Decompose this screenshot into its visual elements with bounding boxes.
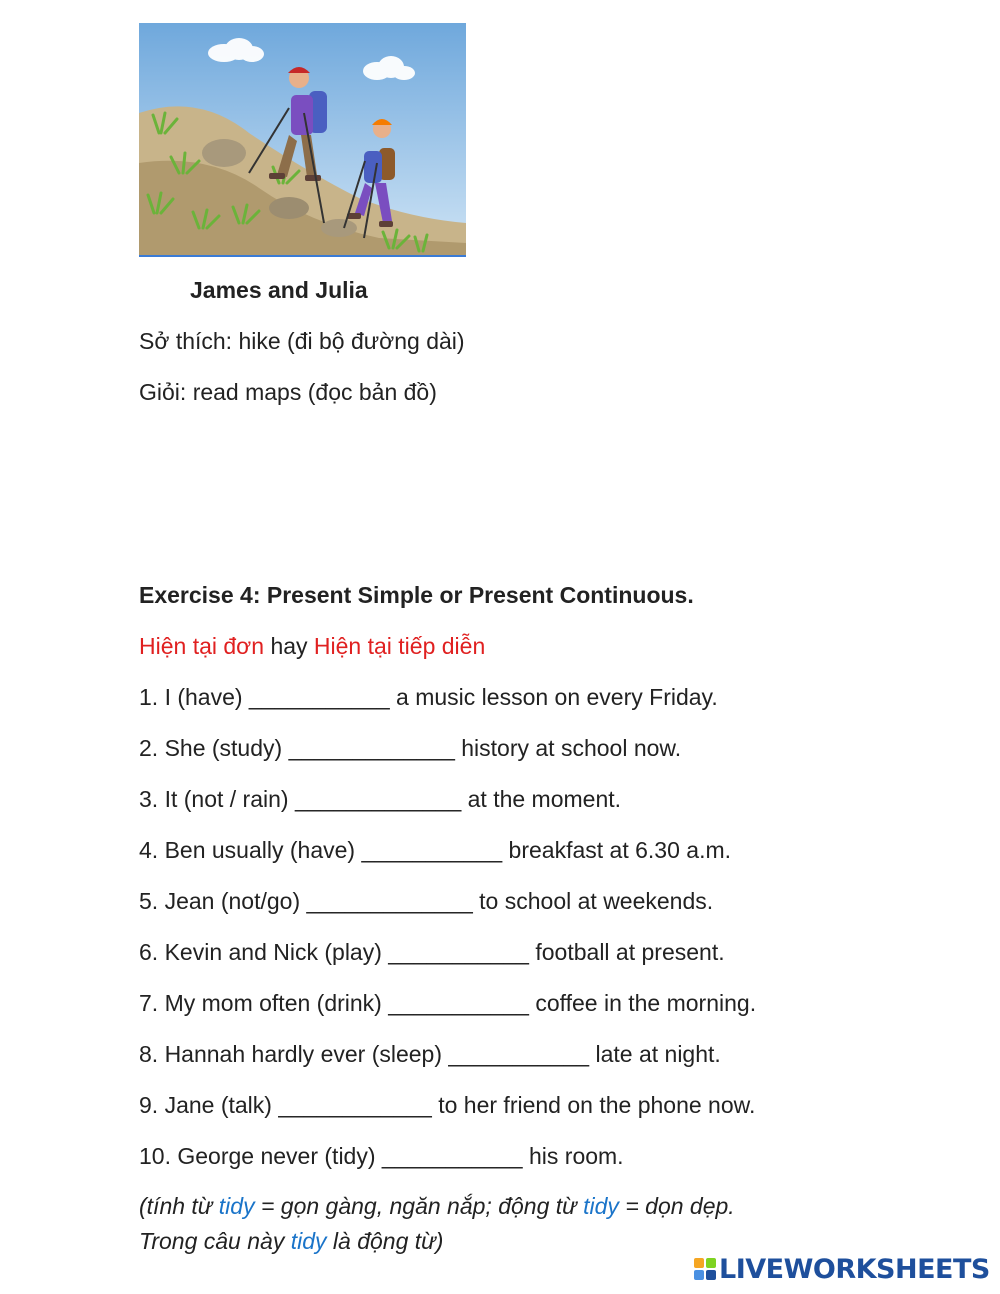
exercise-item-7: 7. My mom often (drink) ___________ coffee in the morning. bbox=[139, 990, 757, 1016]
exercise-item-9: 9. Jane (talk) ____________ to her friend on the phone now. bbox=[139, 1092, 756, 1118]
subtitle-present-continuous: Hiện tại tiếp diễn bbox=[313, 633, 486, 659]
hobby-line bbox=[139, 327, 465, 355]
exercise-item-4: 4. Ben usually (have) ___________ breakfast at 6.30 a.m. bbox=[139, 837, 732, 863]
exercise-item-1: 1. I (have) ___________ a music lesson on every Friday. bbox=[139, 684, 718, 710]
hobby-label: Sở thích: bbox=[139, 328, 233, 354]
hobby-value: hike (đi bộ đường dài) bbox=[238, 328, 465, 354]
hikers-illustration bbox=[139, 23, 466, 257]
exercise-item-5: 5. Jean (not/go) _____________ to school at weekends. bbox=[139, 888, 714, 914]
note-line2-start: Trong câu này bbox=[139, 1228, 285, 1254]
note-line-2 bbox=[139, 1227, 443, 1255]
exercise-item-8: 8. Hannah hardly ever (sleep) ___________ late at night. bbox=[139, 1041, 721, 1067]
liveworksheets-brand bbox=[694, 1253, 990, 1285]
note-open: (tính từ bbox=[139, 1193, 213, 1219]
note-mid-1: = gọn gàng, ngăn nắp; động từ bbox=[260, 1193, 577, 1219]
subtitle-joiner: hay bbox=[270, 633, 308, 659]
exercise-item-2: 2. She (study) _____________ history at school now. bbox=[139, 735, 682, 761]
exercise-item-10: 10. George never (tidy) ___________ his room. bbox=[139, 1143, 624, 1169]
note-line2-end: là động từ) bbox=[332, 1228, 444, 1254]
skill-value: read maps (đọc bản đồ) bbox=[192, 379, 437, 405]
note-mid-2: = dọn dẹp. bbox=[625, 1193, 735, 1219]
note-word-tidy-1: tidy bbox=[218, 1193, 255, 1219]
exercise-title: Exercise 4: Present Simple or Present Continuous. bbox=[139, 582, 694, 608]
subtitle-present-simple: Hiện tại đơn bbox=[139, 633, 265, 659]
liveworksheets-logo-icon bbox=[694, 1258, 716, 1280]
profile-name: James and Julia bbox=[190, 277, 368, 303]
note-word-tidy-3: tidy bbox=[290, 1228, 327, 1254]
exercise-subtitle bbox=[139, 632, 485, 660]
note-word-tidy-2: tidy bbox=[583, 1193, 619, 1219]
exercise-item-6: 6. Kevin and Nick (play) ___________ football at present. bbox=[139, 939, 725, 965]
skill-label: Giỏi: bbox=[139, 379, 187, 405]
note-line-1 bbox=[139, 1192, 735, 1220]
brand-text: LIVEWORKSHEETS bbox=[719, 1253, 990, 1285]
exercise-item-3: 3. It (not / rain) _____________ at the moment. bbox=[139, 786, 622, 812]
skill-line bbox=[139, 378, 437, 406]
